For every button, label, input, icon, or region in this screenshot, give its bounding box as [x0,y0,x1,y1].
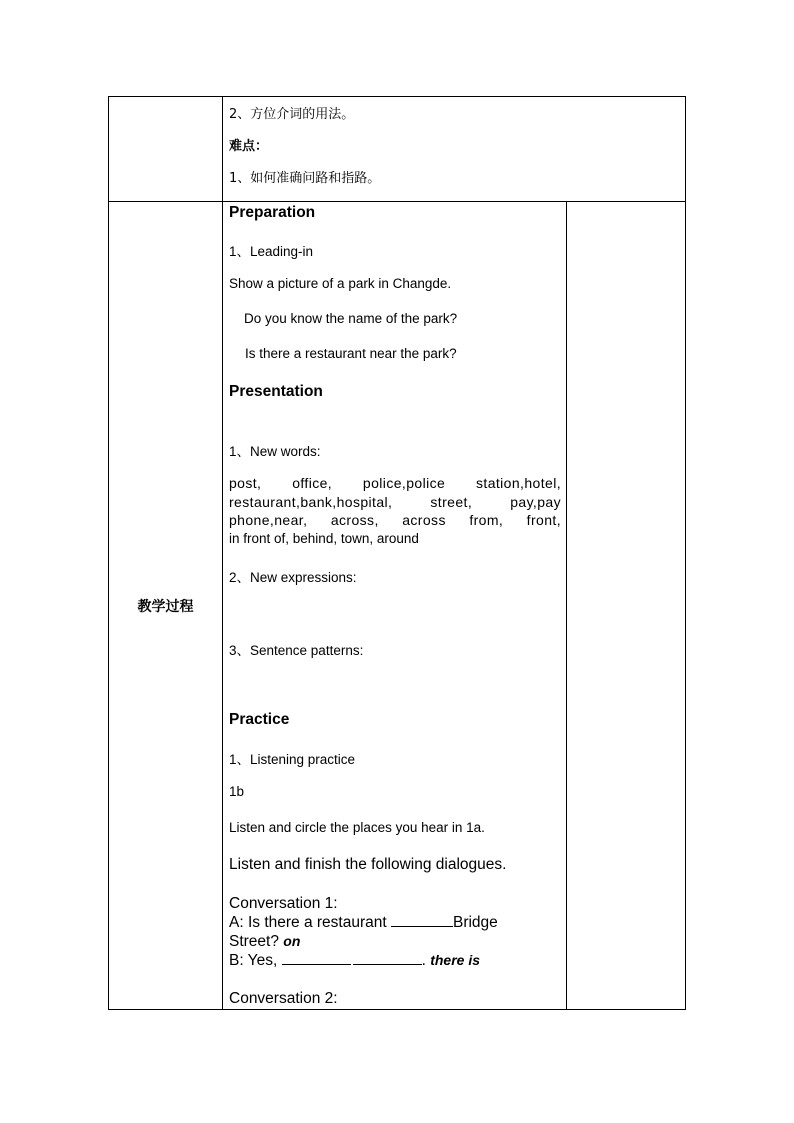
conversation-1-line-b [229,952,480,970]
blank-2 [282,952,351,965]
listen-finish-instruction: Listen and finish the following dialogues. [229,856,507,873]
presentation-heading: Presentation [229,383,323,400]
practice-heading: Practice [229,711,290,728]
conversation-1-line-a [229,914,498,932]
teaching-process-label-cell [109,202,223,1009]
words-line-1: post, office, police,police station,hotel, [229,475,561,491]
words-line-2: restaurant,bank,hospital, street, pay,pay [229,493,561,510]
new-expressions-item: 2、New expressions: [229,570,357,585]
words-line-3: phone,near, across, across from, front, [229,512,561,528]
conv1-b-text: B: Yes, [229,952,278,969]
new-words-item: 1、New words: [229,444,321,459]
conv1-a-text-2: Bridge [452,914,498,931]
conversation-2-title: Conversation 2: [229,990,338,1007]
difficulty-point-1: 1、如何准确问路和指路。 [229,171,381,186]
listening-practice-item: 1、Listening practice [229,752,356,767]
answer-2: there is [430,952,481,968]
key-points-row [109,97,685,202]
question-1: Do you know the name of the park? [244,311,458,326]
sentence-patterns-item: 3、Sentence patterns: [229,643,364,658]
blank-1 [391,914,453,927]
question-2: Is there a restaurant near the park? [245,346,457,361]
words-line-4: in front of, behind, town, around [229,530,419,546]
teaching-process-row [109,202,685,1009]
blank-3 [353,952,422,965]
conversation-1-title: Conversation 1: [229,895,338,912]
listen-circle-instruction: Listen and circle the places you hear in 1a. [229,820,485,835]
answer-1: on [283,933,301,949]
show-picture-text: Show a picture of a park in Changde. [229,276,452,291]
exercise-1b-label: 1b [229,784,245,799]
conversation-1-line-a-cont [229,933,300,951]
conv1-b-period: . [421,952,426,969]
conv1-a-text-3: Street? [229,933,279,950]
notes-cell-empty [567,202,685,1009]
preparation-heading: Preparation [229,204,316,221]
difficulty-label: 难点： [229,139,269,154]
teaching-process-content-cell [223,202,567,1009]
conv1-a-text: A: Is there a restaurant [229,914,387,931]
key-point-2: 2、方位介词的用法。 [229,107,355,122]
row-label-cell-empty [109,97,223,201]
teaching-process-label: 教学过程 [137,598,194,615]
key-points-content-cell [223,97,685,201]
lesson-plan-table [108,96,686,1010]
leading-in-item: 1、Leading-in [229,244,314,259]
